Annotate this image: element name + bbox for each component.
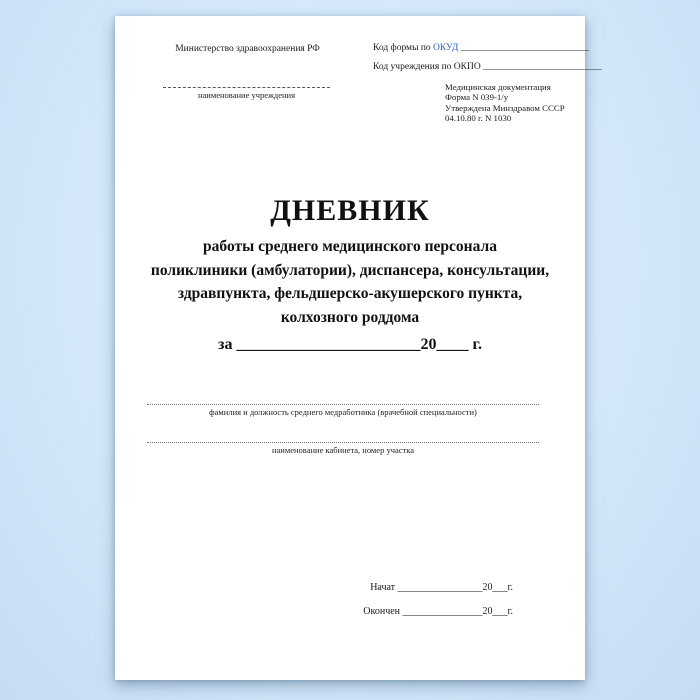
codes-block xyxy=(373,43,602,81)
okud-label: Код формы по xyxy=(373,43,431,53)
cabinet-name-line xyxy=(147,442,539,443)
okud-link[interactable]: ОКУД xyxy=(433,43,459,53)
institution-name-line xyxy=(163,87,330,88)
doc-info-line-3: Утверждена Минздравом СССР xyxy=(445,102,565,113)
document-info xyxy=(445,82,565,124)
form-page xyxy=(115,16,602,680)
finished-line: Окончен ________________20___г. xyxy=(363,606,513,617)
subtitle-line-4: колхозного роддома xyxy=(280,308,420,326)
doc-info-line-4: 04.10.80 г. N 1030 xyxy=(445,113,512,124)
medworker-field xyxy=(147,404,539,417)
okpo-label: Код учреждения по ОКПО xyxy=(373,62,481,72)
form-subtitle xyxy=(115,235,585,329)
okud-code-row xyxy=(373,43,602,62)
institution-field xyxy=(163,87,330,100)
doc-info-line-2: Форма N 039-1/у xyxy=(445,92,509,103)
started-line: Начат _________________20___г. xyxy=(370,582,513,593)
doc-info-line-1: Медицинская документация xyxy=(445,82,551,92)
okpo-code-row xyxy=(373,62,602,81)
cabinet-caption: наименование кабинета, номер участка xyxy=(271,445,415,455)
medworker-caption: фамилия и должность среднего медработника (врачебной специальности) xyxy=(209,407,477,417)
footer-dates xyxy=(363,576,513,624)
institution-name-caption: наименование учреждения xyxy=(197,90,295,100)
ministry-name: Министерство здравоохранения РФ xyxy=(175,44,320,54)
okud-blank-line: ___________________________ xyxy=(460,43,589,53)
medworker-name-line xyxy=(147,404,539,405)
cabinet-field xyxy=(147,442,539,455)
subtitle-line-3: здравпункта, фельдшерско-акушерского пункта, xyxy=(177,285,523,302)
okpo-blank-line: _________________________ xyxy=(483,62,602,72)
subtitle-line-1: работы среднего медицинского персонала xyxy=(203,238,497,255)
form-title: ДНЕВНИК xyxy=(270,194,430,227)
year-line: за _______________________20____ г. xyxy=(218,336,482,353)
subtitle-line-2: поликлиники (амбулатории), диспансера, консультации, xyxy=(150,261,550,279)
